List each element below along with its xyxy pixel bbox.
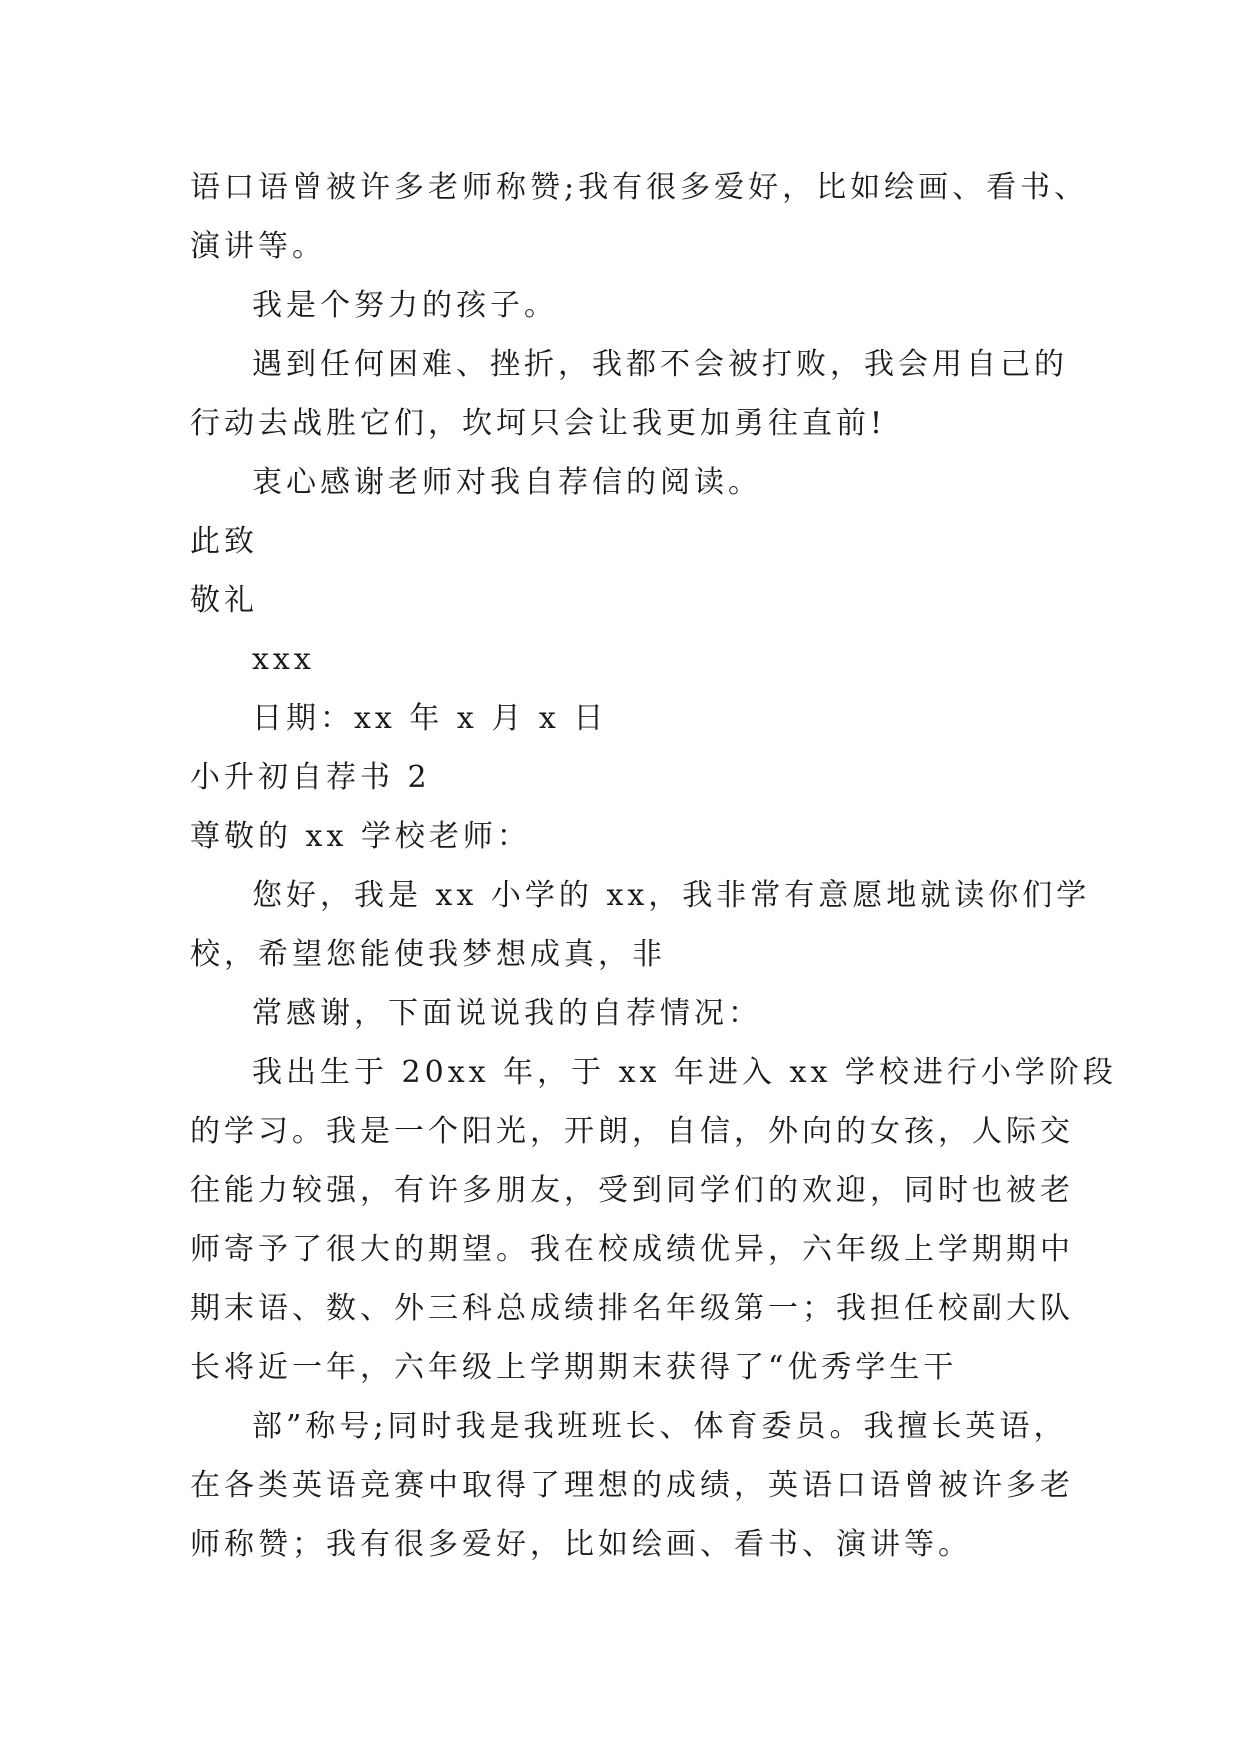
- text-line: 的学习。我是一个阳光，开朗，自信，外向的女孩，人际交: [190, 1114, 1074, 1149]
- text-line: 师寄予了很大的期望。我在校成绩优异，六年级上学期期中: [190, 1232, 1074, 1267]
- text-line: 长将近一年，六年级上学期期末获得了“优秀学生干: [190, 1350, 958, 1385]
- text-line: 往能力较强，有许多朋友，受到同学们的欢迎，同时也被老: [190, 1173, 1074, 1208]
- text-line: 遇到任何困难、挫折，我都不会被打败，我会用自己的: [252, 347, 1068, 382]
- signature-name: xxx: [252, 642, 315, 677]
- text-line: 常感谢，下面说说我的自荐情况：: [252, 996, 762, 1031]
- text-line: 师称赞；我有很多爱好，比如绘画、看书、演讲等。: [190, 1527, 972, 1562]
- text-line: 在各类英语竞赛中取得了理想的成绩，英语口语曾被许多老: [190, 1468, 1074, 1503]
- text-line: 期末语、数、外三科总成绩排名年级第一；我担任校副大队: [190, 1291, 1074, 1326]
- text-line: 我出生于 20xx 年，于 xx 年进入 xx 学校进行小学阶段: [252, 1055, 1117, 1090]
- closing-salutation: 此致: [190, 524, 258, 559]
- text-line: 行动去战胜它们，坎坷只会让我更加勇往直前!: [190, 406, 887, 441]
- greeting: 尊敬的 xx 学校老师：: [190, 819, 531, 854]
- text-line: 部”称号;同时我是我班班长、体育委员。我擅长英语，: [252, 1409, 1068, 1444]
- text-line: 我是个努力的孩子。: [252, 288, 558, 323]
- text-line: 演讲等。: [190, 229, 326, 264]
- closing-regards: 敬礼: [190, 583, 258, 618]
- text-line: 衷心感谢老师对我自荐信的阅读。: [252, 465, 762, 500]
- section-title: 小升初自荐书 2: [190, 760, 431, 795]
- date-line: 日期：xx 年 x 月 x 日: [252, 701, 608, 736]
- text-line: 校，希望您能使我梦想成真，非: [190, 937, 666, 972]
- text-line: 您好，我是 xx 小学的 xx，我非常有意愿地就读你们学: [252, 878, 1091, 913]
- text-line: 语口语曾被许多老师称赞;我有很多爱好，比如绘画、看书、: [190, 170, 1089, 205]
